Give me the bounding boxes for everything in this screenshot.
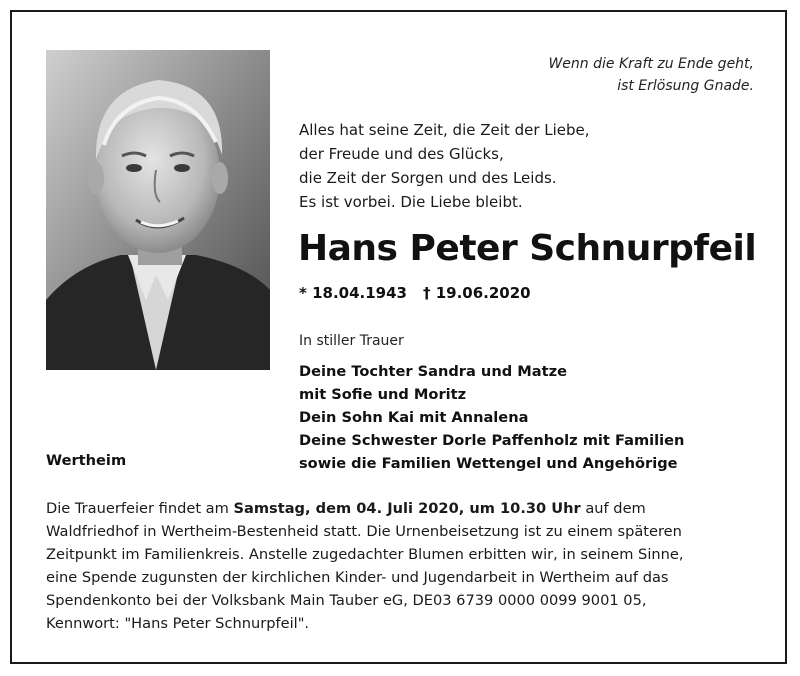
mourners-list — [299, 360, 684, 475]
poem-line: Es ist vorbei. Die Liebe bleibt. — [299, 193, 523, 211]
poem — [299, 118, 590, 214]
mourner-line: sowie die Familien Wettengel und Angehörige — [299, 455, 678, 472]
motto-line: Wenn die Kraft zu Ende geht, — [548, 56, 754, 72]
mourner-line: Dein Sohn Kai mit Annalena — [299, 409, 529, 426]
details-text: Die Trauerfeier findet am — [46, 500, 234, 517]
mourner-line: mit Sofie und Moritz — [299, 386, 467, 403]
portrait-photo — [46, 50, 270, 370]
poem-line: die Zeit der Sorgen und des Leids. — [299, 169, 557, 187]
details-line: eine Spende zugunsten der kirchlichen Kinder- und Jugendarbeit in Wertheim auf das — [46, 569, 669, 586]
place-name: Wertheim — [46, 452, 127, 469]
motto-line: ist Erlösung Gnade. — [617, 78, 754, 94]
poem-line: der Freude und des Glücks, — [299, 145, 504, 163]
life-dates — [299, 284, 531, 302]
mourner-line: Deine Schwester Dorle Paffenholz mit Familien — [299, 432, 685, 449]
details-line: Zeitpunkt im Familienkreis. Anstelle zugedachter Blumen erbitten wir, in seinem Sinne, — [46, 546, 684, 563]
funeral-details — [46, 497, 761, 635]
mourning-label: In stiller Trauer — [299, 333, 404, 349]
details-text: auf dem — [580, 500, 646, 517]
details-line — [46, 497, 761, 520]
mourner-line: Deine Tochter Sandra und Matze — [299, 363, 567, 380]
details-line: Waldfriedhof in Wertheim-Bestenheid statt. Die Urnenbeisetzung ist zu einem späteren — [46, 523, 682, 540]
details-line: Spendenkonto bei der Volksbank Main Tauber eG, DE03 6739 0000 0099 9001 05, — [46, 592, 647, 609]
birth-date: * 18.04.1943 — [299, 284, 407, 302]
portrait-illustration — [46, 50, 270, 370]
poem-line: Alles hat seine Zeit, die Zeit der Liebe, — [299, 121, 590, 139]
details-line: Kennwort: "Hans Peter Schnurpfeil". — [46, 615, 310, 632]
ceremony-date: Samstag, dem 04. Juli 2020, um 10.30 Uhr — [233, 500, 581, 517]
death-date: † 19.06.2020 — [422, 284, 531, 302]
deceased-name: Hans Peter Schnurpfeil — [298, 228, 757, 269]
motto-quote — [548, 53, 754, 97]
